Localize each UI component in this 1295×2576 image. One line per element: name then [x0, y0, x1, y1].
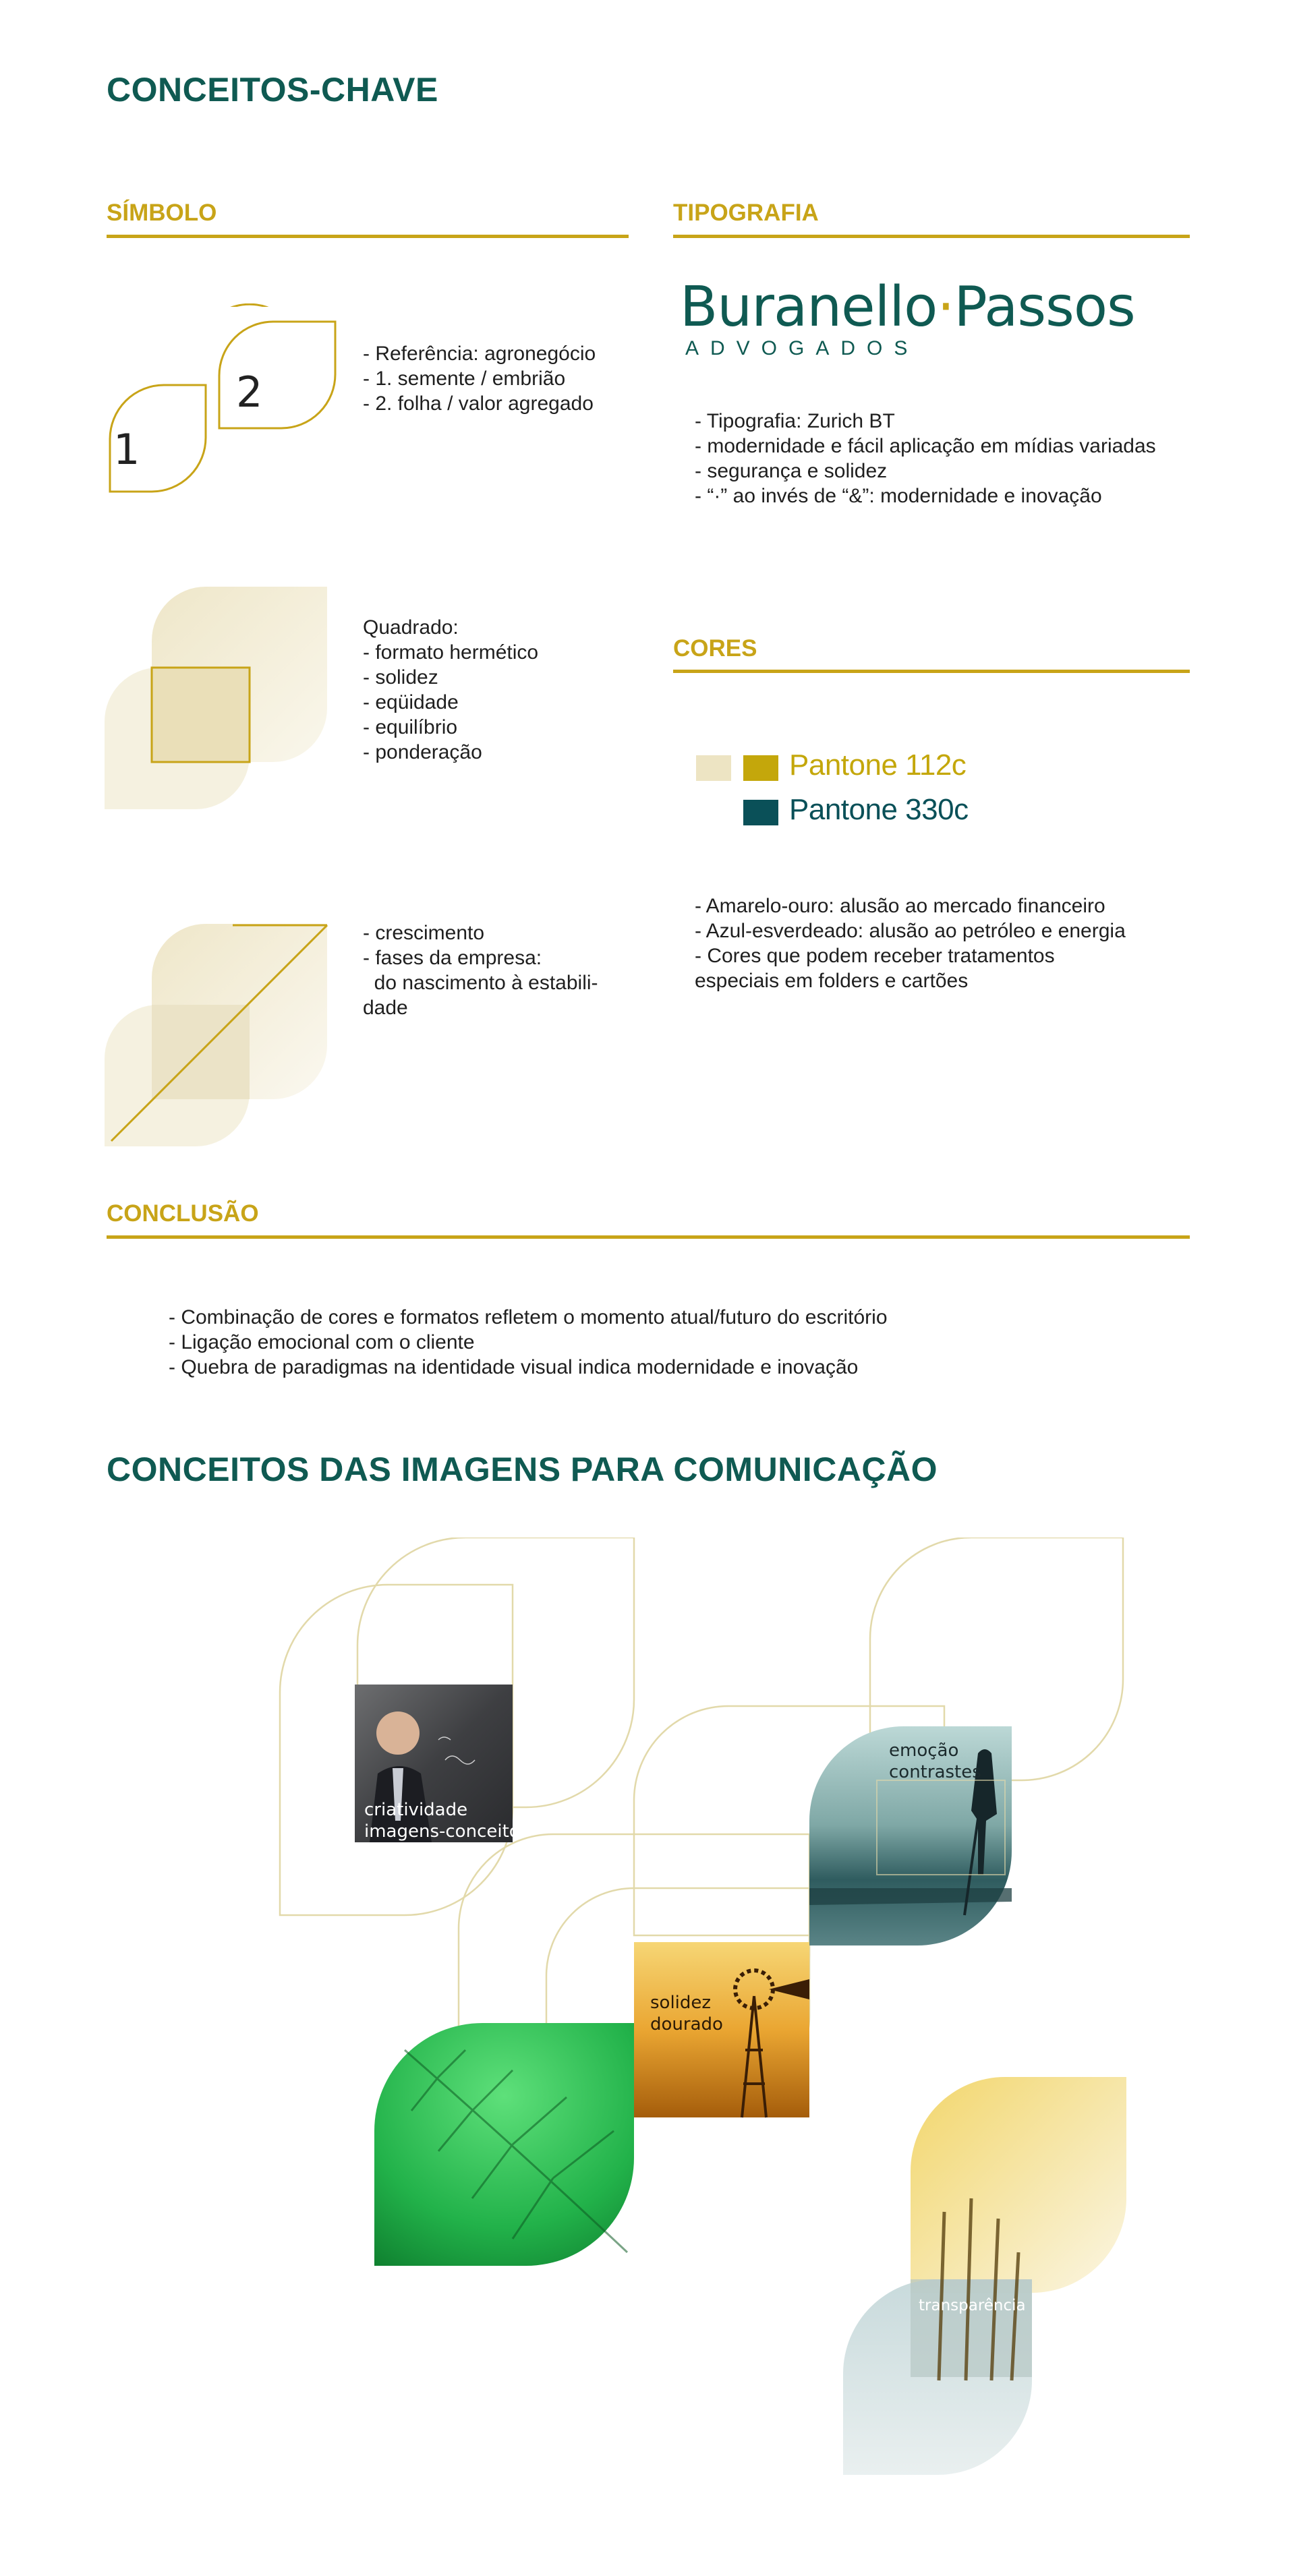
- tipografia-rule: [673, 235, 1190, 238]
- image-label-solidity: solidez dourado: [650, 1993, 723, 2035]
- conclusao-heading: CONCLUSÃO: [107, 1200, 259, 1227]
- leaf-number-1: 1: [113, 425, 140, 474]
- simbolo-text-1: - Referência: agronegócio - 1. semente / embrião - 2. folha / valor agregado: [363, 343, 596, 415]
- simbolo-rule: [107, 235, 629, 238]
- simbolo-heading: SÍMBOLO: [107, 200, 217, 226]
- simbolo-text-2: Quadrado: - formato hermético - solidez - eqüidade - equilíbrio - ponderação: [363, 616, 539, 763]
- leaf-outlines: [105, 307, 347, 496]
- brand-logo: Buranello·Passos: [680, 275, 1135, 339]
- cores-rule: [673, 670, 1190, 673]
- swatch-pantone-112c: [743, 755, 778, 781]
- section2-title: CONCEITOS DAS IMAGENS PARA COMUNICAÇÃO: [107, 1451, 938, 1488]
- image-label-transparency: transparência: [919, 2297, 1026, 2314]
- leaf-number-2: 2: [236, 368, 263, 417]
- image-label-creativity: criatividade imagens-conceito: [364, 1800, 520, 1842]
- brand-logo-subtitle: ADVOGADOS: [685, 337, 919, 359]
- pantone-330c-label: Pantone 330c: [789, 793, 969, 826]
- conclusao-rule: [107, 1235, 1190, 1239]
- swatch-pantone-330c: [743, 800, 778, 825]
- growth-leaf-symbol: [105, 924, 334, 1146]
- conclusao-list: - Combinação de cores e formatos refletem o momento atual/futuro do escritório - Ligação emocional com o cliente - Quebra de paradigmas na identidade visual indica modernidade e inovação: [169, 1306, 888, 1378]
- pantone-112c-label: Pantone 112c: [789, 749, 967, 782]
- simbolo-text-3: - crescimento - fases da empresa: do nascimento à estabili- dade: [363, 922, 598, 1019]
- image-concepts-composition: [0, 1538, 1295, 2482]
- image-label-proximity: proximidade texturas: [393, 2302, 502, 2343]
- image-label-emotion: emoção contrastes: [889, 1740, 981, 1782]
- tipografia-heading: TIPOGRAFIA: [673, 200, 819, 226]
- page-title: CONCEITOS-CHAVE: [107, 71, 438, 109]
- cores-notes: - Amarelo-ouro: alusão ao mercado financeiro - Azul-esverdeado: alusão ao petróleo e energia - Cores que podem receber tratamentos especiais em folders e cartões: [695, 895, 1126, 992]
- swatch-tint-112c: [696, 755, 731, 781]
- cores-heading: CORES: [673, 635, 757, 662]
- square-leaf-symbol: [105, 587, 334, 809]
- tipografia-notes: - Tipografia: Zurich BT - modernidade e fácil aplicação em mídias variadas - segurança e solidez - “·” ao invés de “&”: modernidade e inovação: [695, 410, 1156, 507]
